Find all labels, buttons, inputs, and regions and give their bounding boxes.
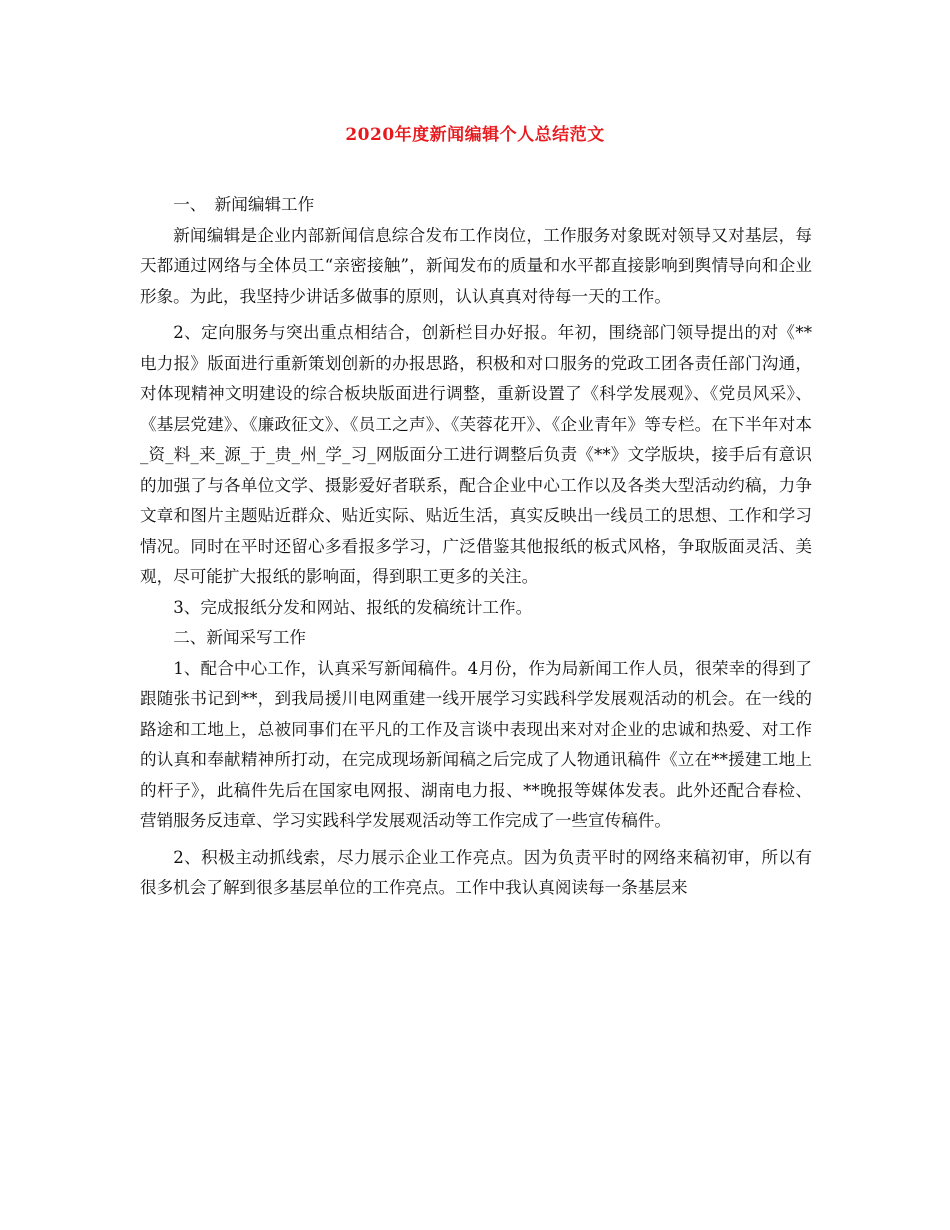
section-heading-news-editing: 一、 新闻编辑工作 [173,195,315,214]
paragraph-directed-service: 2、定向服务与突出重点相结合，创新栏目办好报。年初，围绕部门领导提出的对《**电力报》版面进行重新策划创新的办报思路，积极和对口服务的党政工团各责任部门沟通，对体现精神文明建设的综合板块版面进行调整，重新设置了《科学发展观》、《党员风采》、《基层党建》、《廉政征文》、《员工之声》、《芙蓉花开》、《企业青年》等专栏。在下半年对本_资_料_来_源_于_贵_州_学_习_网版面分工进行调整后负责《**》文学版块，接手后有意识的加强了与各单位文学、摄影爱好者联系，配合企业中心工作以及各类大型活动约稿，力争文章和图片主题贴近群众、贴近实际、贴近生活，真实反映出一线员工的思想、工作和学习情况。同时在平时还留心多看报多学习，广泛借鉴其他报纸的板式风格，争取版面灵活、美观，尽可能扩大报纸的影响面，得到职工更多的关注。 [140,323,812,586]
paragraph-central-work: 1、配合中心工作，认真采写新闻稿件。4月份，作为局新闻工作人员，很荣幸的得到了跟随张书记到**，到我局援川电网重建一线开展学习实践科学发展观活动的机会。在一线的路途和工地上，总被同事们在平凡的工作及言谈中表现出来对对企业的忠诚和热爱、对工作的认真和奉献精神所打动，在完成现场新闻稿之后完成了人物通讯稿件《立在**援建工地上的杆子》，此稿件先后在国家电网报、湖南电力报、**晚报等媒体发表。此外还配合春检、营销服务反违章、学习实践科学发展观活动等工作完成了一些宣传稿件。 [140,658,812,830]
section-heading-news-writing: 二、新闻采写工作 [173,628,306,647]
paragraph-clue-gathering: 2、积极主动抓线索，尽力展示企业工作亮点。因为负责平时的网络来稿初审，所以有很多机会了解到很多基层单位的工作亮点。工作中我认真阅读每一条基层来 [140,847,812,897]
document-title: 2020年度新闻编辑个人总结范文 [345,125,605,145]
document-body [140,190,812,904]
paragraph-news-editing-intro: 新闻编辑是企业内部新闻信息综合发布工作岗位，工作服务对象既对领导又对基层，每天都通过网络与全体员工“亲密接触”，新闻发布的质量和水平都直接影响到舆情导向和企业形象。为此，我坚持少讲话多做事的原则，认认真真对待每一天的工作。 [140,225,812,306]
paragraph-distribution-stats: 3、完成报纸分发和网站、报纸的发稿统计工作。 [173,597,533,617]
